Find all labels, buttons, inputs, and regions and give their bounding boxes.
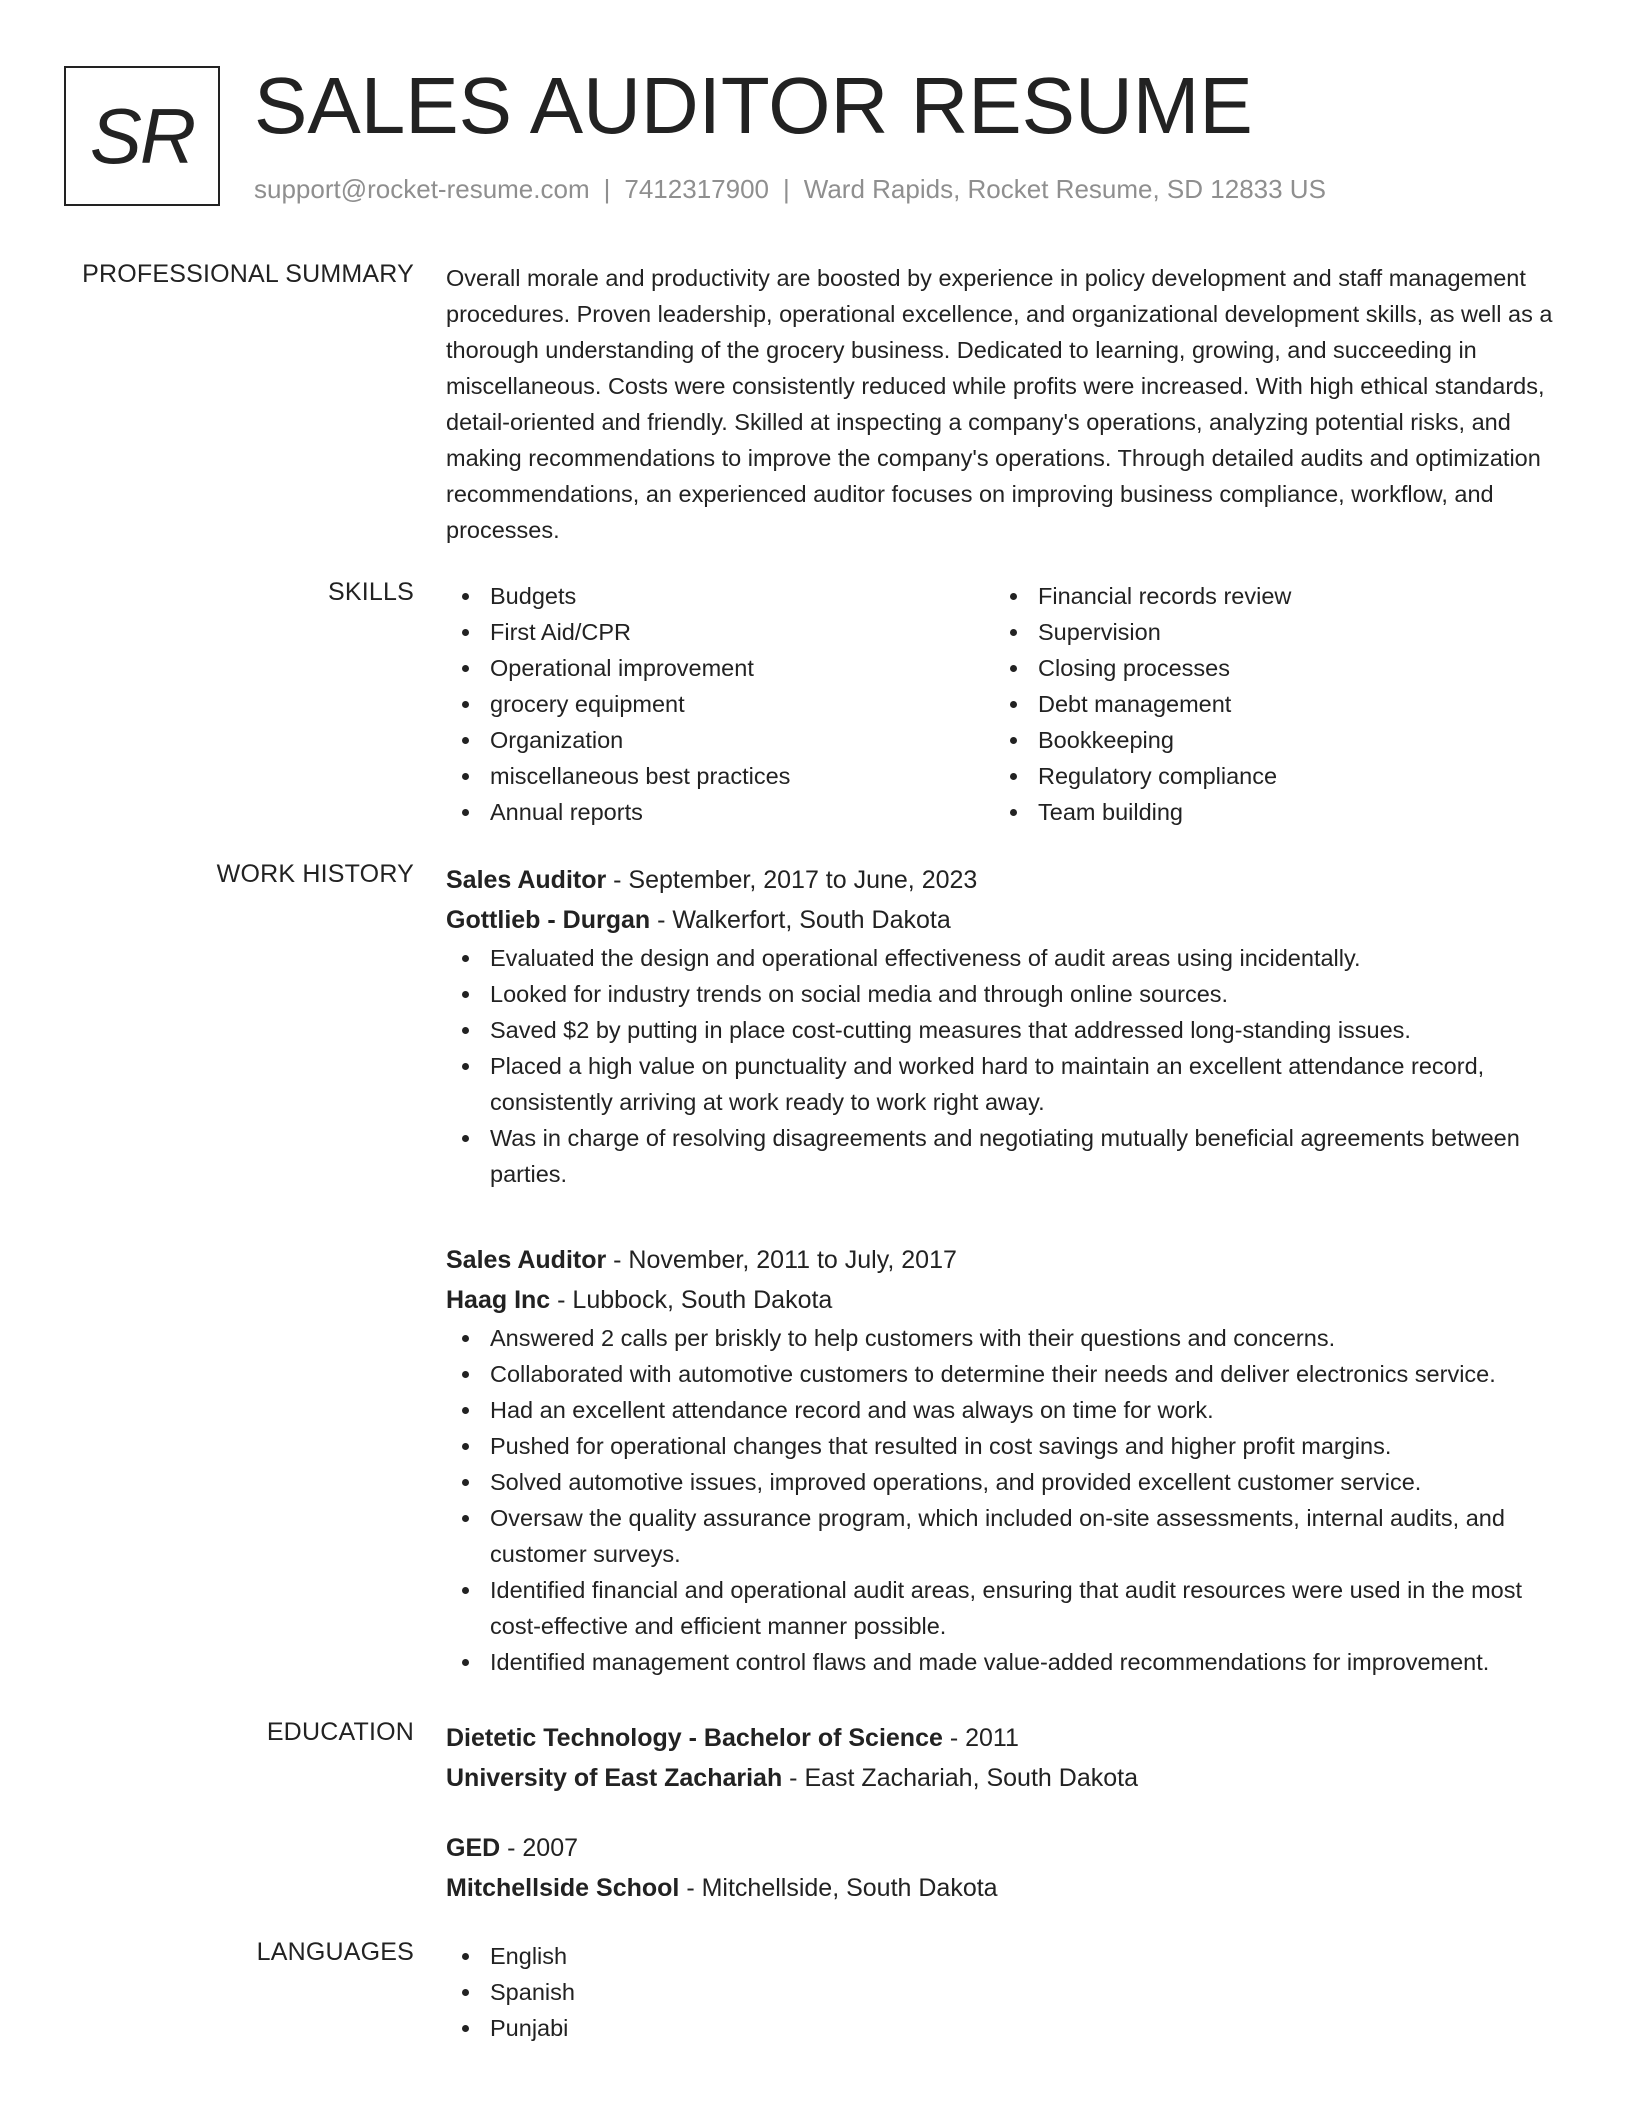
contact-separator: |: [603, 174, 611, 204]
education-entry: [446, 1828, 1566, 1908]
section-label-skills: SKILLS: [328, 578, 414, 606]
school-line: [446, 1868, 1566, 1908]
section-label-summary: PROFESSIONAL SUMMARY: [82, 260, 414, 288]
job-title-line: [446, 1240, 1566, 1280]
degree: Dietetic Technology - Bachelor of Science: [446, 1724, 943, 1752]
job-location: - Lubbock, South Dakota: [550, 1286, 833, 1314]
contact-separator: |: [783, 174, 790, 204]
job-company-line: [446, 1280, 1566, 1320]
list-item: Spanish: [446, 1974, 1566, 2010]
section-label-education: EDUCATION: [266, 1718, 414, 1746]
list-item: Pushed for operational changes that resulted in cost savings and higher profit margins.: [446, 1428, 1566, 1464]
job-bullets: [446, 940, 1566, 1192]
list-item: miscellaneous best practices: [446, 758, 994, 794]
school: University of East Zachariah: [446, 1764, 783, 1792]
list-item: Placed a high value on punctuality and worked hard to maintain an excellent attendance record, consistently arriving at work ready to work right away.: [446, 1048, 1566, 1120]
languages-list: [446, 1938, 1566, 2046]
list-item: Solved automotive issues, improved operations, and provided excellent customer service.: [446, 1464, 1566, 1500]
list-item: First Aid/CPR: [446, 614, 994, 650]
job-company-line: [446, 900, 1566, 940]
list-item: Financial records review: [994, 578, 1542, 614]
list-item: Punjabi: [446, 2010, 1566, 2046]
job-location: - Walkerfort, South Dakota: [650, 906, 951, 934]
school-location: - East Zachariah, South Dakota: [782, 1764, 1138, 1792]
list-item: Collaborated with automotive customers to determine their needs and deliver electronics service.: [446, 1356, 1566, 1392]
job-dates: - November, 2011 to July, 2017: [606, 1246, 957, 1274]
list-item: Was in charge of resolving disagreements and negotiating mutually beneficial agreements between parties.: [446, 1120, 1566, 1192]
job-company: Haag Inc: [446, 1286, 551, 1314]
graduation-year: - 2011: [942, 1724, 1019, 1752]
job-entry: [446, 860, 1566, 1192]
job-title: Sales Auditor: [446, 1246, 607, 1274]
summary-body: [446, 260, 1566, 548]
job-entry: [446, 1240, 1566, 1680]
list-item: Regulatory compliance: [994, 758, 1542, 794]
school-line: [446, 1758, 1566, 1798]
list-item: English: [446, 1938, 1566, 1974]
list-item: Identified management control flaws and made value-added recommendations for improvement.: [446, 1644, 1566, 1680]
job-company: Gottlieb - Durgan: [446, 906, 651, 934]
list-item: Bookkeeping: [994, 722, 1542, 758]
contact-email[interactable]: support@rocket-resume.com: [254, 174, 590, 204]
list-item: Answered 2 calls per briskly to help customers with their questions and concerns.: [446, 1320, 1566, 1356]
school-location: - Mitchellside, South Dakota: [679, 1874, 998, 1902]
degree-line: [446, 1828, 1566, 1868]
job-title: Sales Auditor: [446, 866, 607, 894]
list-item: Identified financial and operational audit areas, ensuring that audit resources were used in the most cost-effective and efficient manner possible.: [446, 1572, 1566, 1644]
list-item: Closing processes: [994, 650, 1542, 686]
section-label-work-history: WORK HISTORY: [216, 860, 414, 888]
job-dates: - September, 2017 to June, 2023: [606, 866, 978, 894]
job-bullets: [446, 1320, 1566, 1680]
contact-phone[interactable]: 7412317900: [624, 174, 769, 204]
job-title-line: [446, 860, 1566, 900]
degree: GED: [446, 1834, 501, 1862]
skills-body: [446, 578, 1566, 830]
list-item: Operational improvement: [446, 650, 994, 686]
list-item: Supervision: [994, 614, 1542, 650]
list-item: Looked for industry trends on social media and through online sources.: [446, 976, 1566, 1012]
graduation-year: - 2007: [500, 1834, 579, 1862]
education-entry: [446, 1718, 1566, 1798]
list-item: Saved $2 by putting in place cost-cutting measures that addressed long-standing issues.: [446, 1012, 1566, 1048]
resume-title: SALES AUDITOR RESUME: [254, 61, 1253, 150]
school: Mitchellside School: [446, 1874, 680, 1902]
list-item: Annual reports: [446, 794, 994, 830]
section-label-languages: LANGUAGES: [256, 1938, 414, 1966]
list-item: Team building: [994, 794, 1542, 830]
list-item: Organization: [446, 722, 994, 758]
list-item: Had an excellent attendance record and was always on time for work.: [446, 1392, 1566, 1428]
list-item: Evaluated the design and operational effectiveness of audit areas using incidentally.: [446, 940, 1566, 976]
contact-address: Ward Rapids, Rocket Resume, SD 12833 US: [803, 174, 1326, 204]
degree-line: [446, 1718, 1566, 1758]
work-history-body: [446, 860, 1566, 1680]
languages-body: [446, 1938, 1566, 2046]
list-item: grocery equipment: [446, 686, 994, 722]
contact-line: [254, 174, 1326, 205]
education-body: [446, 1718, 1566, 1908]
list-item: Oversaw the quality assurance program, which included on-site assessments, internal audits, and customer surveys.: [446, 1500, 1566, 1572]
list-item: Debt management: [994, 686, 1542, 722]
list-item: Budgets: [446, 578, 994, 614]
summary-text: Overall morale and productivity are boosted by experience in policy development and staff management procedures. Proven leadership, operational excellence, and organizational development skills, as well as a thorough understanding of the grocery business. Dedicated to learning, growing, and succeeding in miscellaneous. Costs were consistently reduced while profits were increased. With high ethical standards, detail-oriented and friendly. Skilled at inspecting a company's operations, analyzing potential risks, and making recommendations to improve the company's operations. Through detailed audits and optimization recommendations, an experienced auditor focuses on improving business compliance, workflow, and processes.: [446, 265, 1553, 543]
skills-list-right: [994, 578, 1542, 830]
skills-list-left: [446, 578, 994, 830]
monogram-logo: SR: [64, 66, 220, 206]
